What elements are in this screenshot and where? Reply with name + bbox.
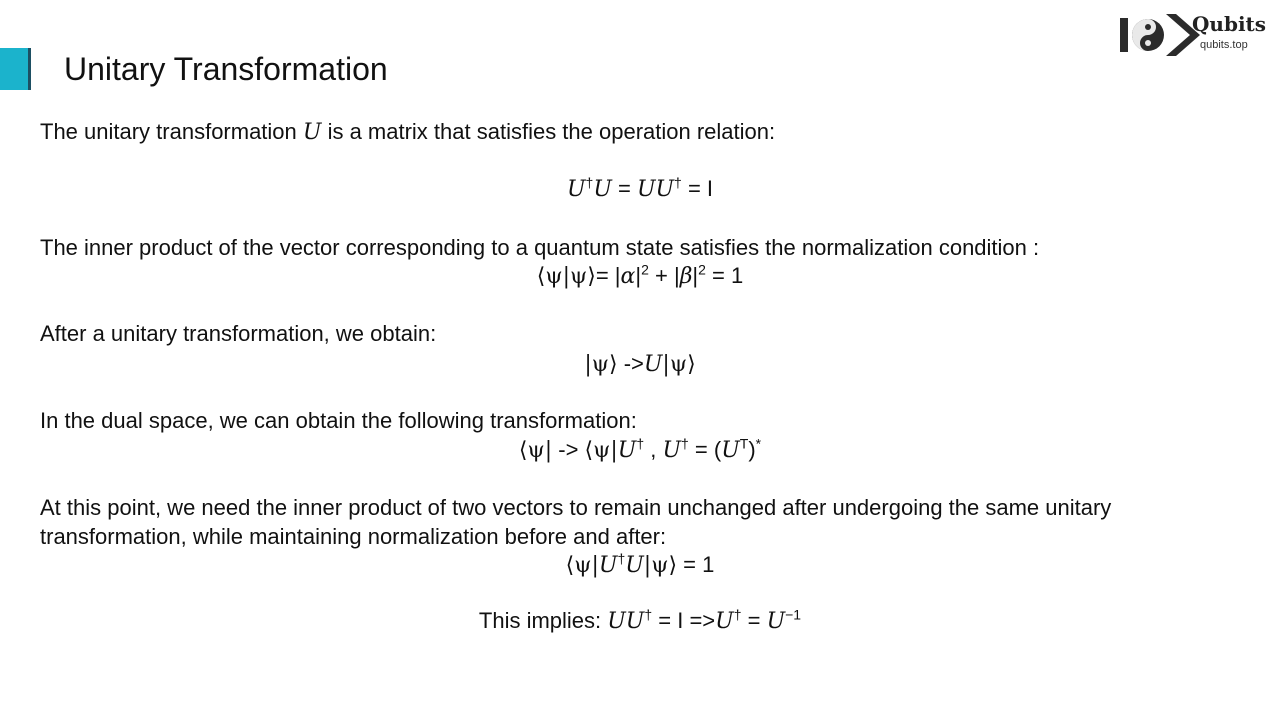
paragraph-dual-space: In the dual space, we can obtain the following transformation:	[40, 408, 637, 433]
equation-conclusion: This implies: $UU^\dagger = I =>U^\dagger = U^{-1}$	[478, 606, 802, 634]
equation-bra-transformation: ⟨ψ| -> ⟨ψ|U† , $U^\dagger = (U^T)^*$	[518, 435, 762, 463]
title-accent-bar	[0, 48, 30, 90]
equation-normalization: ⟨ψ|ψ⟩= $|\alpha|^2 + |\beta|^2 = 1$	[536, 261, 744, 289]
title-accent-bar-dark	[28, 48, 31, 90]
slide-title: Unitary Transformation	[64, 51, 388, 87]
equation-inner-product: ⟨ψ|U†U|ψ⟩ = 1	[565, 550, 715, 578]
equation-unitary-condition: U†U = UU† = I	[566, 174, 714, 202]
logo-url: qubits.top	[1200, 39, 1248, 51]
equation-ket-transformation: |ψ⟩ ->U|ψ⟩	[584, 351, 696, 377]
logo-wordmark: Qubits	[1192, 12, 1267, 36]
paragraph-normalization: The inner product of the vector corresponding to a quantum state satisfies the normalization condition :	[40, 235, 1040, 260]
paragraph-inner-product-preserved: At this point, we need the inner product of two vectors to remain unchanged after undergoing the same unitary transformation, while maintaining normalization before and after:	[40, 495, 1112, 549]
paragraph-after-transformation: After a unitary transformation, we obtain:	[40, 321, 437, 346]
paragraph-unitary-definition: The unitary transformation U is a matrix that satisfies the operation relation:	[40, 119, 776, 145]
